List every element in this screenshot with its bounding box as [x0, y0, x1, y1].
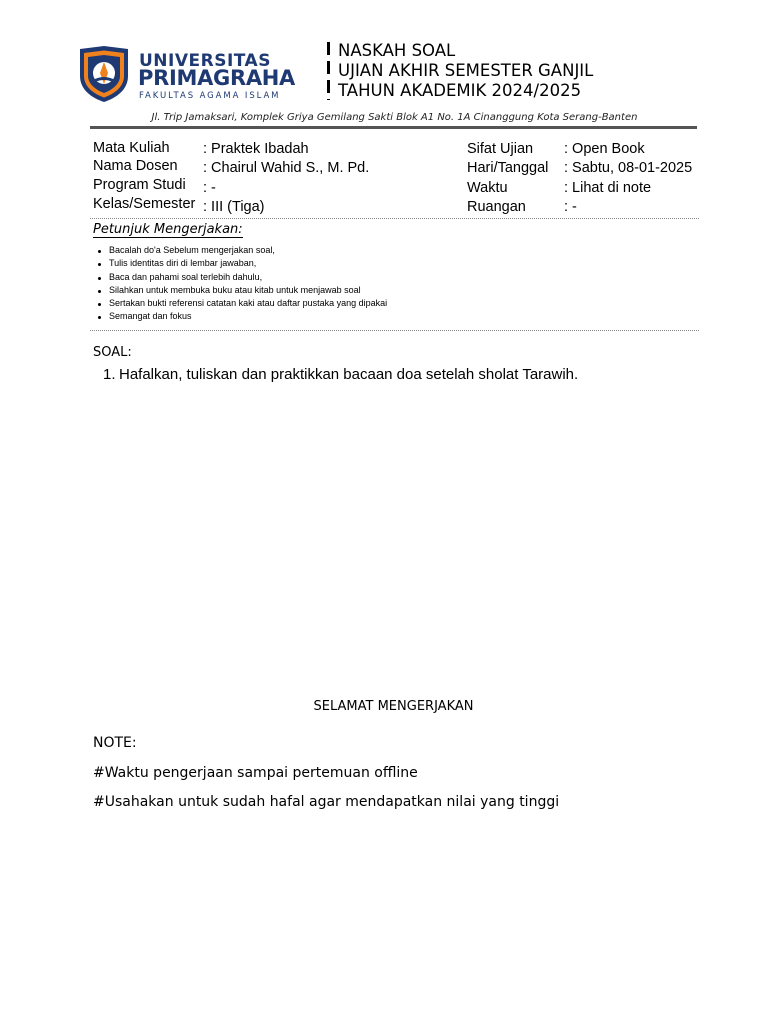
instruction-item: Tulis identitas diri di lembar jawaban,	[97, 257, 387, 270]
instruction-item: Semangat dan fokus	[97, 310, 387, 323]
brand-name: PRIMAGRAHA	[138, 66, 296, 90]
info-value-class: : III (Tiga)	[203, 199, 265, 215]
brand-faculty: FAKULTAS AGAMA ISLAM	[139, 91, 281, 101]
note-line: #Usahakan untuk sudah hafal agar mendapatkan nilai yang tinggi	[93, 794, 560, 810]
header-divider	[327, 42, 330, 100]
instructions-title	[93, 222, 243, 237]
info-label-program: Program Studi	[93, 177, 186, 193]
info-label-time: Waktu	[467, 180, 508, 196]
instruction-item: Bacalah do'a Sebelum mengerjakan soal,	[97, 244, 387, 257]
info-value-time: : Lihat di note	[564, 180, 652, 196]
university-logo-icon	[78, 46, 130, 102]
instructions-title-text: Petunjuk Mengerjakan:	[93, 222, 243, 237]
info-value-course: : Praktek Ibadah	[203, 141, 309, 157]
info-value-date: : Sabtu, 08-01-2025	[564, 160, 693, 176]
question-number: 1.	[103, 366, 116, 383]
info-label-exam-type: Sifat Ujian	[467, 141, 534, 157]
questions-label: SOAL:	[93, 345, 132, 360]
info-label-class: Kelas/Semester	[93, 196, 196, 212]
info-value-program: : -	[203, 180, 216, 196]
info-value-exam-type: : Open Book	[564, 141, 645, 157]
info-value-lecturer: : Chairul Wahid S., M. Pd.	[203, 160, 370, 176]
doc-title-line-2: UJIAN AKHIR SEMESTER GANJIL	[338, 61, 594, 80]
header-rule	[90, 126, 697, 129]
note-label: NOTE:	[93, 735, 137, 751]
instructions-list	[97, 244, 387, 324]
instruction-item: Baca dan pahami soal terlebih dahulu,	[97, 271, 387, 284]
info-divider	[90, 218, 699, 219]
instruction-item: Sertakan bukti referensi catatan kaki atau daftar pustaka yang dipakai	[97, 297, 387, 310]
brand-university: UNIVERSITAS	[139, 51, 271, 71]
closing-text: SELAMAT MENGERJAKAN	[313, 699, 474, 714]
info-label-course: Mata Kuliah	[93, 140, 170, 156]
doc-title-line-3: TAHUN AKADEMIK 2024/2025	[338, 81, 582, 100]
instructions-divider	[90, 330, 699, 331]
question-text: Hafalkan, tuliskan dan praktikkan bacaan doa setelah sholat Tarawih.	[119, 366, 579, 383]
doc-title-line-1: NASKAH SOAL	[338, 41, 456, 60]
note-line: #Waktu pengerjaan sampai pertemuan offline	[93, 765, 418, 781]
info-value-room: : -	[564, 199, 577, 215]
info-label-lecturer: Nama Dosen	[93, 158, 178, 174]
info-label-date: Hari/Tanggal	[467, 160, 549, 176]
address: Jl. Trip Jamaksari, Komplek Griya Gemilang Sakti Blok A1 No. 1A Cinanggung Kota Serang-Banten	[151, 112, 638, 123]
instruction-item: Silahkan untuk membuka buku atau kitab untuk menjawab soal	[97, 284, 387, 297]
info-label-room: Ruangan	[467, 199, 526, 215]
